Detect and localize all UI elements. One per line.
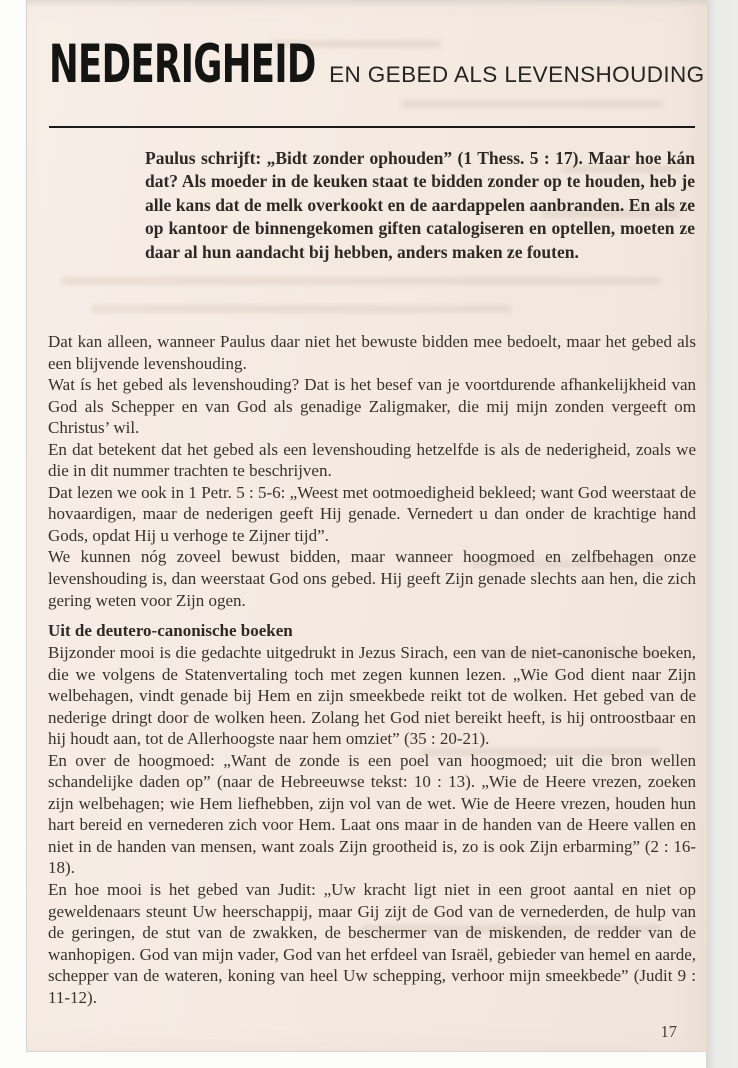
bleedthrough-artifact — [401, 100, 663, 108]
bleedthrough-artifact — [91, 305, 511, 313]
section-paragraph: En over de hoogmoed: „Want de zonde is een poel van hoogmoed; uit die bron wellen schandelijke daden op” (naar de Hebreeuwse tekst: 10 : 13). „Wie de Heere vrezen, zoeken zijn welbehagen; wie Hem liefhebben, zijn vol van de wet. Wie de Heere vrezen, houden hun hart bereid en vernederen zich voor Hem. Laat ons maar in de handen van de Heere vallen en niet in de handen van mensen, want zoals Zijn grootheid is, zo is ook Zijn erbarming” (2 : 16-18). — [48, 750, 696, 878]
body-paragraph: En dat betekent dat het gebed als een levenshouding hetzelfde is als de nederigheid, zoals we die in dit nummer trachten te beschrijven. — [48, 439, 696, 481]
section-paragraph: Bijzonder mooi is die gedachte uitgedrukt in Jezus Sirach, een van de niet-canonische boeken, die we volgens de Statenvertaling toch met zegen kunnen lezen. „Wie God dient naar Zijn welbehagen, vindt genade bij Hem en zijn smeekbede reikt tot de wolken. Het gebed van de nederige dringt door de wolken heen. Zolang het God niet bereikt heeft, is hij ontroostbaar en hij houdt aan, tot de Allerhoogste naar hem omziet” (35 : 20-21). — [48, 643, 696, 749]
body-paragraph: We kunnen nóg zoveel bewust bidden, maar wanneer hoogmoed en zelfbehagen onze levenshouding is, dan weerstaat God ons gebed. Hij geeft Zijn genade slechts aan hen, die zich gering weten voor Zijn ogen. — [48, 547, 696, 610]
article-subtitle: EN GEBED ALS LEVENSHOUDING — [329, 62, 705, 87]
body-paragraph: Dat lezen we ook in 1 Petr. 5 : 5-6: „Weest met ootmoedigheid bekleed; want God weerstaat de hovaardigen, maar de nederigen geeft Hij genade. Vernedert u dan onder de krachtige hand Gods, opdat Hij u verhoge te Zijner tijd”. — [48, 482, 696, 545]
scanner-bed-strip — [706, 0, 738, 1068]
article-body — [48, 331, 696, 611]
body-paragraph: Wat ís het gebed als levenshouding? Dat is het besef van je voortdurende afhankelijkheid van God als Schepper en van God als genadige Zaligmaker, die mij mijn zonden vergeeft om Christus’ wil. — [48, 375, 696, 438]
page-number: 17 — [660, 1022, 677, 1041]
deutero-canonical-section — [48, 620, 696, 1008]
magazine-page — [26, 0, 707, 1052]
bleedthrough-artifact — [61, 277, 661, 285]
article-header — [49, 34, 705, 95]
section-paragraph: En hoe mooi is het gebed van Judit: „Uw kracht ligt niet in een groot aantal en niet op geweldenaars steunt Uw heerschappij, maar Gij zijt de God van de vernederden, de hulp van de geringen, de stut van de zwakken, de beschermer van de miskenden, de redder van de wanhopigen. God van mijn vader, God van het erfdeel van Israël, gebieder van hemel en aarde, schepper van de wateren, koning van heel Uw schepping, verhoor mijn smeekbede” (Judit 9 : 11-12). — [48, 880, 696, 1007]
intro-paragraph: Paulus schrijft: „Bidt zonder ophouden” (1 Thess. 5 : 17). Maar hoe kán dat? Als moeder in de keuken staat te bidden zonder op te houden, heb je alle kans dat de melk overkookt en de aardappelen aanbranden. En als ze op kantoor de binnengekomen giften catalogiseren en optellen, moeten ze daar al hun aandacht bij hebben, anders maken ze fouten. — [145, 148, 695, 262]
body-paragraph: Dat kan alleen, wanneer Paulus daar niet het bewuste bidden mee bedoelt, maar het gebed als een blijvende levenshouding. — [48, 332, 696, 373]
article-title: NEDERIGHEID — [49, 34, 316, 95]
header-divider-rule — [49, 126, 695, 128]
section-heading: Uit de deutero-canonische boeken — [48, 621, 293, 640]
